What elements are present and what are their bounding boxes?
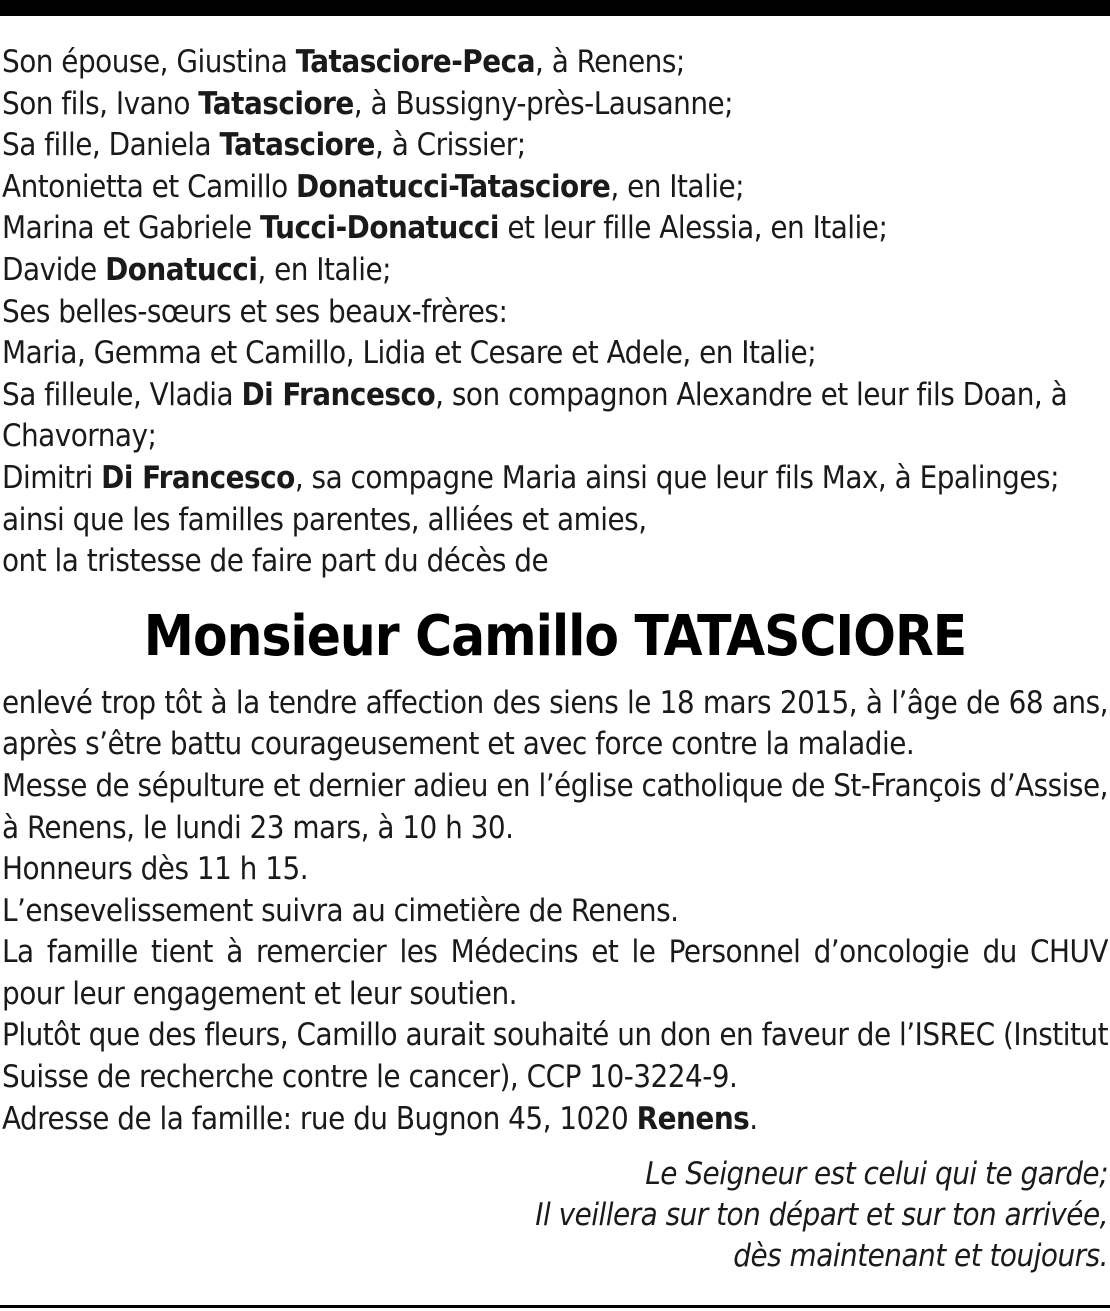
bottom-rule xyxy=(0,1305,1110,1308)
family-line: Dimitri Di Francesco, sa compagne Maria ainsi que leur fils Max, à Epalinges; xyxy=(2,459,1059,496)
obituary-notice xyxy=(2,42,1108,1277)
family-line: Marina et Gabriele Tucci-Donatucci et leur fille Alessia, en Italie; xyxy=(2,210,888,247)
family-line: ainsi que les familles parentes, alliées et amies, xyxy=(2,501,647,538)
bible-verse xyxy=(2,1154,1108,1277)
family-line: Maria, Gemma et Camillo, Lidia et Cesare et Adele, en Italie; xyxy=(2,335,817,372)
deceased-name: Monsieur Camillo TATASCIORE xyxy=(143,603,967,669)
family-line: Sa fille, Daniela Tatasciore, à Crissier; xyxy=(2,127,526,164)
family-line: Son épouse, Giustina Tatasciore-Peca, à Renens; xyxy=(2,44,685,80)
detail-paragraph: L’ensevelissement suivra au cimetière de Renens. xyxy=(2,892,679,929)
verse-line: Le Seigneur est celui qui te garde; xyxy=(645,1156,1108,1193)
family-line: Antonietta et Camillo Donatucci-Tatasciore, en Italie; xyxy=(2,168,745,205)
verse-line: dès maintenant et toujours. xyxy=(733,1238,1108,1275)
top-rule xyxy=(0,0,1110,16)
family-line: Davide Donatucci, en Italie; xyxy=(2,251,392,288)
family-address: Adresse de la famille: rue du Bugnon 45, 1020 Renens. xyxy=(2,1100,758,1137)
family-line: ont la tristesse de faire part du décès de xyxy=(2,543,549,580)
family-list xyxy=(2,42,1108,583)
family-line: Son fils, Ivano Tatasciore, à Bussigny-près-Lausanne; xyxy=(2,85,734,122)
detail-paragraph: La famille tient à remercier les Médecins et le Personnel d’oncologie du CHUV pour leur engagement et leur soutien. xyxy=(2,934,1108,1012)
family-line: Sa filleule, Vladia Di Francesco, son compagnon Alexandre et leur fils Doan, à Chavornay; xyxy=(2,376,1068,455)
obituary-details xyxy=(2,683,1108,1141)
verse-line: Il veillera sur ton départ et sur ton arrivée, xyxy=(535,1197,1108,1234)
family-line: Ses belles-sœurs et ses beaux-frères: xyxy=(2,293,508,330)
detail-paragraph: Honneurs dès 11 h 15. xyxy=(2,851,309,888)
detail-paragraph: Messe de sépulture et dernier adieu en l’église catholique de St-François d’Assise, à Renens, le lundi 23 mars, à 10 h 30. xyxy=(2,767,1108,846)
detail-paragraph: enlevé trop tôt à la tendre affection des siens le 18 mars 2015, à l’âge de 68 ans, après s’être battu courageusement et avec force contre la maladie. xyxy=(2,684,1108,763)
detail-paragraph: Plutôt que des fleurs, Camillo aurait souhaité un don en faveur de l’ISREC (Institut Suisse de recherche contre le cancer), CCP 10-3224-9. xyxy=(2,1017,1108,1096)
